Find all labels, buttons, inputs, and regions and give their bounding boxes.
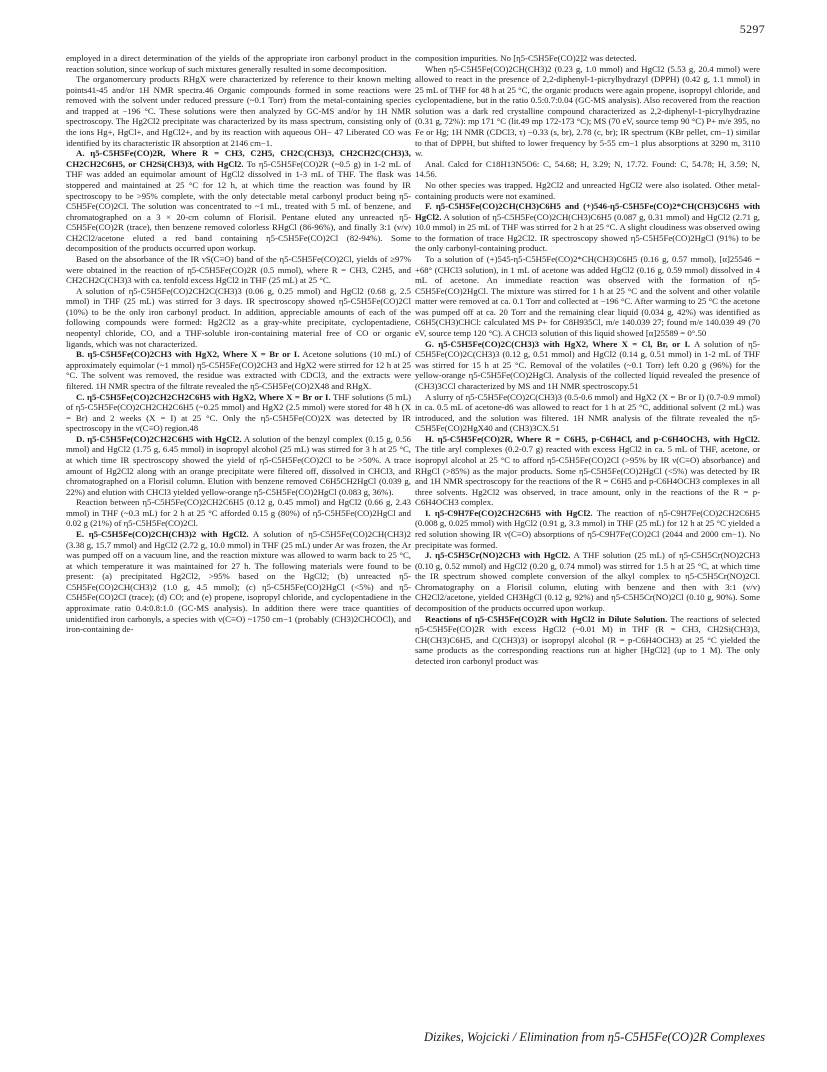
paragraph-text: The reactions of selected η5-C5H5Fe(CO)2R with excess HgCl2 (~0.01 M) in THF (R = CH3, CH2Si(CH3)3, CH(CH3)C6H5, and C(CH3)3) or isopropyl alcohol (R = p-C6H4OCH3) at 25 °C yielded the same products as the corresponding reactions run at higher [HgCl2] (up to 1 M). The only detected iron carbonyl product was (415, 613, 761, 666)
paragraph (66, 529, 411, 635)
paragraph-text: Based on the absorbance of the IR νS(C≡O) band of the η5-C5H5Fe(CO)2Cl, yields of ≥97% were obtained in the reaction of η5-C5H5Fe(CO)2R (0.5 mmol), where R = CH3, C2H5, and CH2CH2C(CH3)3 with ca. tenfold excess HgCl2 in THF (25 mL) at 25 °C. (66, 253, 411, 286)
section-heading: G. η5-C5H5Fe(CO)2C(CH3)3 with HgX2, Where X = Cl, Br, or I. (425, 338, 691, 349)
section-heading: I. η5-C9H7Fe(CO)2CH2C6H5 with HgCl2. (425, 507, 593, 518)
paragraph-text: The organomercury products RHgX were characterized by reference to their known melting points41-45 and/or 1H NMR spectra.46 Organic compounds formed in some reactions were removed with the solvent under reduced pressure (~0.1 Torr) from the metal-containing species and trapped at −196 °C. These solutions were then analyzed by GC-MS and/or by 1H NMR spectroscopy. The Hg2Cl2 precipitate was characterized by its mass spectrum, consisting only of the ions Hg+, HgCl+, and HgCl2+, and by its reaction with aqueous OH− 47 Liberated CO was identified by its characteristic IR absorption at 2146 cm−1. (66, 74, 411, 148)
paragraph-text: To η5-C5H5Fe(CO)2R (~0.5 g) in 1-2 mL of THF was added an equimolar amount of HgCl2 dissolved in 1-3 mL of THF. The flask was stoppered and maintained at 25 °C for 12 h, at which time the reaction was found by IR spectroscopy to be >95% complete, with the only detectable metal carbonyl product being η5-C5H5Fe(CO)2Cl. The solution was concentrated to ~1 mL, treated with 5 mL of benzene, and chromatographed on a 3 × 20-cm column of Florisil. Pentane eluted any unreacted η5-C5H5Fe(CO)2R (trace), then benzene removed colorless RHgCl (86-96%), and finally 3:1 (v/v) CH2Cl2/acetone eluted a red band containing η5-C5H5Fe(CO)2Cl (82-94%). Some decomposition of the products occurred upon workup. (66, 158, 412, 254)
paragraph (66, 74, 411, 148)
paragraph-text: To a solution of (+)545-η5-C5H5Fe(CO)2*CH(CH3)C6H5 (0.16 g, 0.57 mmol), [α]25546 = +68° (CHCl3 solution), in 1 mL of acetone was added HgCl2 (0.16 g, 0.59 mmol) dissolved in 4 mL of acetone. An immediate reaction was observed with the formation of η5-C5H5Fe(CO)2HgCl. The mixture was stirred for 1 h at 25 °C and the solvent and other volatile matter were removed at ca. 0.1 Torr and collected at −196 °C. After warming to 25 °C the acetone was pumped off at ca. 20 Torr and the remaining clear liquid (0.034 g, 42%) was identified as C6H5(CH3)CHCl: calculated MS P+ for C8H935Cl, m/e 140.039 27; found m/e 140.039 49 (70 eV, source temp 120 °C). A CHCl3 solution of this liquid showed [α]25589 = 0°.50 (415, 253, 760, 339)
paragraph (66, 53, 411, 74)
paragraph-text: The title aryl complexes (0.2-0.7 g) reacted with excess HgCl2 in ca. 5 mL of THF, acetone, or isopropyl alcohol at 25 °C to afford η5-C5H5Fe(CO)2Cl (>95% by IR ν(C≡O) absorbance) and RHgCl (>85%) as the major products. Some η5-C5H5Fe(CO)2HgCl (<5%) was detected by IR and 1H NMR spectroscopy for the reactions of the R = C6H5 and p-C6H4OCH3 complexes in all three solvents. Hg2Cl2 was observed, in trace amount, only in the reactions of the R = p-C6H4OCH3 complex. (415, 444, 760, 508)
section-heading: H. η5-C5H5Fe(CO)2R, Where R = C6H5, p-C6H4Cl, and p-C6H4OCH3, with HgCl2. (425, 433, 760, 444)
paragraph (66, 497, 411, 529)
paragraph (415, 53, 760, 64)
page-number: 5297 (739, 22, 765, 36)
paragraph (66, 434, 411, 497)
paragraph-text: A solution of η5-C5H5Fe(CO)2C(CH3)3 (0.12 g, 0.51 mmol) and HgCl2 (0.14 g, 0.51 mmol) in 1-2 mL of THF was stirred for 15 h at 25 °C. Removal of the volatiles (~0.1 Torr) left 0.20 g (96%) for the yellow-orange η5-C5H5Fe(CO)2HgCl. Analysis of the collected liquid revealed the presence of (CH3)3CCl characterized by MS and 1H NMR spectroscopy.51 (415, 338, 760, 391)
section-heading: E. η5-C5H5Fe(CO)2CH(CH3)2 with HgCl2. (76, 529, 249, 540)
paragraph-text: THF solutions (5 mL) of η5-C5H5Fe(CO)2CH2CH2C6H5 (~0.25 mmol) and HgX2 (2.5 mmol) were stored for 48 h (X = Br) and 2 weeks (X = I) at 25 °C. Only the η5-C5H5Fe(CO)2X was detected by IR spectroscopy in the ν(C≡O) region.48 (66, 391, 411, 434)
section-heading: C. η5-C5H5Fe(CO)2CH2CH2C6H5 with HgX2, Where X = Br or I. (76, 391, 331, 402)
paragraph-text: employed in a direct determination of the yields of the appropriate iron carbonyl product in the reaction solution, since workup of such mixtures generally resulted in some decomposition. (66, 53, 411, 74)
paragraph (66, 254, 411, 286)
paragraph (66, 148, 411, 254)
paragraph-text: Reaction between η5-C5H5Fe(CO)2CH2C6H5 (0.12 g, 0.45 mmol) and HgCl2 (0.66 g, 2.43 mmol) in THF (~0.3 mL) for 2 h at 25 °C afforded 0.15 g (80%) of η5-C5H5Fe(CO)2HgCl and 0.02 g (21%) of η5-C5H5Fe(CO)2Cl. (66, 497, 411, 529)
paragraph-text: Anal. Calcd for C18H13N5O6: C, 54.68; H, 3.29; N, 17.72. Found: C, 54.78; H, 3.59; N, 14.56. (415, 158, 760, 180)
paragraph (415, 180, 760, 201)
paragraph-text: No other species was trapped. Hg2Cl2 and unreacted HgCl2 were also isolated. Other metal-containing products were not examined. (415, 179, 760, 201)
section-heading: A. η5-C5H5Fe(CO)2R, Where R = CH3, C2H5, CH2C(CH3)3, CH2CH2C(CH3)3, CH2CH2C6H5, or CH2Si(CH3)3, with HgCl2. (66, 148, 411, 169)
paragraph (415, 254, 760, 339)
left-column (66, 53, 411, 635)
paragraph-text: A THF solution (25 mL) of η5-C5H5Cr(NO)2CH3 (0.10 g, 0.52 mmol) and HgCl2 (0.20 g, 0.74 mmol) was stirred for 1.5 h at 25 °C, at which time the IR spectrum showed complete conversion of the alkyl complex to η5-C5H5Cr(NO)2Cl. Chromatography on a Florisil column, eluting with benzene and then with 3:1 (v/v) CH2Cl2/acetone, yielded CH3HgCl (0.12 g, 92%) and η5-C5H5Cr(NO)2Cl (0.10 g, 90%). Some decomposition of the products occurred upon workup. (415, 550, 760, 614)
paragraph (415, 614, 760, 667)
paragraph-text: A solution of η5-C5H5Fe(CO)2CH(CH3)2 (3.38 g, 15.7 mmol) and HgCl2 (2.72 g, 10.0 mmol) in THF (25 mL) under Ar was frozen, the Ar was pumped off on a vacuum line, and the reaction mixture was allowed to warm back to 25 °C, at which temperature it was maintained for 27 h. The following materials were found to be present: (a) precipitated Hg2Cl2, >95% based on the HgCl2; (b) unreacted η5-C5H5Fe(CO)2CH(CH3)2 (1.0 g, 4.5 mmol); (c) η5-C5H5Fe(CO)2HgCl (<5%) and η5-C5H5Fe(CO)2Cl (trace); (d) CO; and (e) propene, isopropyl chloride, and cyclopentadiene in the approximate ratio 0.4:0.8:1.0 (GC-MS analysis). In addition there were trace quantities of unidentified iron carbonyls, a species with ν(C≡O) ~1750 cm−1 (probably (CH3)2CHCOCl), and iron-containing de- (66, 529, 411, 635)
paragraph (415, 201, 760, 254)
running-footer: Dizikes, Wojcicki / Elimination from η5-C5H5Fe(CO)2R Complexes (424, 1030, 765, 1044)
paragraph-text: A solution of η5-C5H5Fe(CO)2CH2C(CH3)3 (0.06 g, 0.25 mmol) and HgCl2 (0.68 g, 2.5 mmol) in THF (25 mL) was stirred for 3 days. IR spectroscopy showed η5-C5H5Fe(CO)2Cl (10%) to be the only iron carbonyl product. In addition, appreciable amounts of each of the following compounds were formed: Hg2Cl2 as a gray-white precipitate, cyclopentadiene, neopentyl chloride, CO, and a THF-soluble iron-containing material free of CO or organic ligands, which was not characterized. (66, 285, 411, 349)
paragraph (415, 434, 760, 508)
paragraph-text: A solution of the benzyl complex (0.15 g, 0.56 mmol) and HgCl2 (1.75 g, 6.45 mmol) in isopropyl alcohol (25 mL) was stirred for 3 h at 25 °C, at which time IR spectroscopy showed the yield of η5-C5H5Fe(CO)2Cl to be >50%. A trace amount of Hg2Cl2 along with an orange precipitate were filtered off, dissolved in CHCl3, and chromatographed on a Florisil column. Elution with benzene removed C6H5CH2HgCl (0.039 g, 22%) and elution with CHCl3 yielded yellow-orange η5-C5H5Fe(CO)2HgCl (0.083 g, 36%). (66, 433, 411, 497)
section-heading: D. η5-C5H5Fe(CO)2CH2C6H5 with HgCl2. (76, 433, 242, 444)
section-heading: J. η5-C5H5Cr(NO)2CH3 with HgCl2. (425, 550, 571, 561)
paragraph-text: A solution of η5-C5H5Fe(CO)2CH(CH3)C6H5 (0.087 g, 0.31 mmol) and HgCl2 (2.71 g, 10.0 mmol) in 25 mL of THF was stirred for 2 h at 25 °C. A slight cloudiness was observed owing to the formation of trace Hg2Cl2. IR spectroscopy showed η5-C5H5Fe(CO)2HgCl (91%) to be the only carbonyl-containing product. (415, 211, 760, 254)
paragraph-text: Acetone solutions (10 mL) of approximately equimolar (~1 mmol) η5-C5H5Fe(CO)2CH3 and HgX2 were stirred for 12 h at 25 °C. The solvent was removed, the residue was extracted with CDCl3, and the extracts were filtered. 1H NMR spectra of the filtrate revealed the η5-C5H5Fe(CO)2X48 and RHgX. (66, 349, 411, 391)
paragraph (66, 349, 411, 391)
paragraph (415, 64, 760, 159)
paragraph-text: The reaction of η5-C9H7Fe(CO)2CH2C6H5 (0.008 g, 0.025 mmol) with HgCl2 (0.91 g, 3.3 mmol) in THF (25 mL) for 12 h at 25 °C yielded a red solution showing IR ν(C≡O) absorptions of η5-C9H7Fe(CO)2Cl (2044 and 2000 cm−1). No precipitate was formed. (415, 507, 760, 550)
paragraph (415, 550, 760, 613)
paragraph (66, 286, 411, 349)
paragraph-text: When η5-C5H5Fe(CO)2CH(CH3)2 (0.23 g, 1.0 mmol) and HgCl2 (5.53 g, 20.4 mmol) were allowed to react in the presence of 2,2-diphenyl-1-picrylhydrazyl (DPPH) (0.42 g, 1.1 mmol) in 25 mL of THF for 48 h at 25 °C, the organic products were again propene, isopropyl chloride, and cyclopentadiene, but in the ratio 0.5:0.7:0.04 (GC-MS analysis). Also recovered from the reaction solution was a dark red crystalline compound characterized as 2,2-diphenyl-1-picrylhydrazine (0.31 g, 72%): mp 171 °C (lit.49 mp 172-173 °C); MS (70 eV, source temp 90 °C) P+ m/e 395, no Fe or Hg; 1H NMR (CDCl3, τ) −0.33 (s, br), 2.78 (c, br); IR spectrum (KBr pellet, cm−1) similar to that of DPPH, but shifted to lower frequency by 5-55 cm−1 plus absorptions at 3290 m, 3110 w. (415, 63, 760, 159)
paragraph (66, 392, 411, 434)
section-heading: F. η5-C5H5Fe(CO)2CH(CH3)C6H5 and (+)546-η5-C5H5Fe(CO)2*CH(CH3)C6H5 with HgCl2. (415, 201, 760, 222)
paragraph (415, 159, 760, 180)
paragraph-text: A slurry of η5-C5H5Fe(CO)2C(CH3)3 (0.5-0.6 mmol) and HgX2 (X = Br or I) (0.7-0.9 mmol) in ca. 0.5 mL of acetone-d6 was allowed to react for 1 h at 25 °C, additional solvent (2 mL) was introduced, and the solution was filtered. 1H NMR analysis of the filtrate revealed the η5-C5H5Fe(CO)2HgX40 and (CH3)3CX.51 (415, 391, 760, 434)
right-column (415, 53, 760, 667)
paragraph (415, 339, 760, 392)
section-heading: B. η5-C5H5Fe(CO)2CH3 with HgX2, Where X = Br or I. (76, 349, 300, 360)
paragraph (415, 508, 760, 550)
section-heading: Reactions of η5-C5H5Fe(CO)2R with HgCl2 in Dilute Solution. (425, 613, 668, 624)
paragraph (415, 392, 760, 434)
paragraph-text: composition impurities. No [η5-C5H5Fe(CO)2]2 was detected. (415, 53, 637, 63)
